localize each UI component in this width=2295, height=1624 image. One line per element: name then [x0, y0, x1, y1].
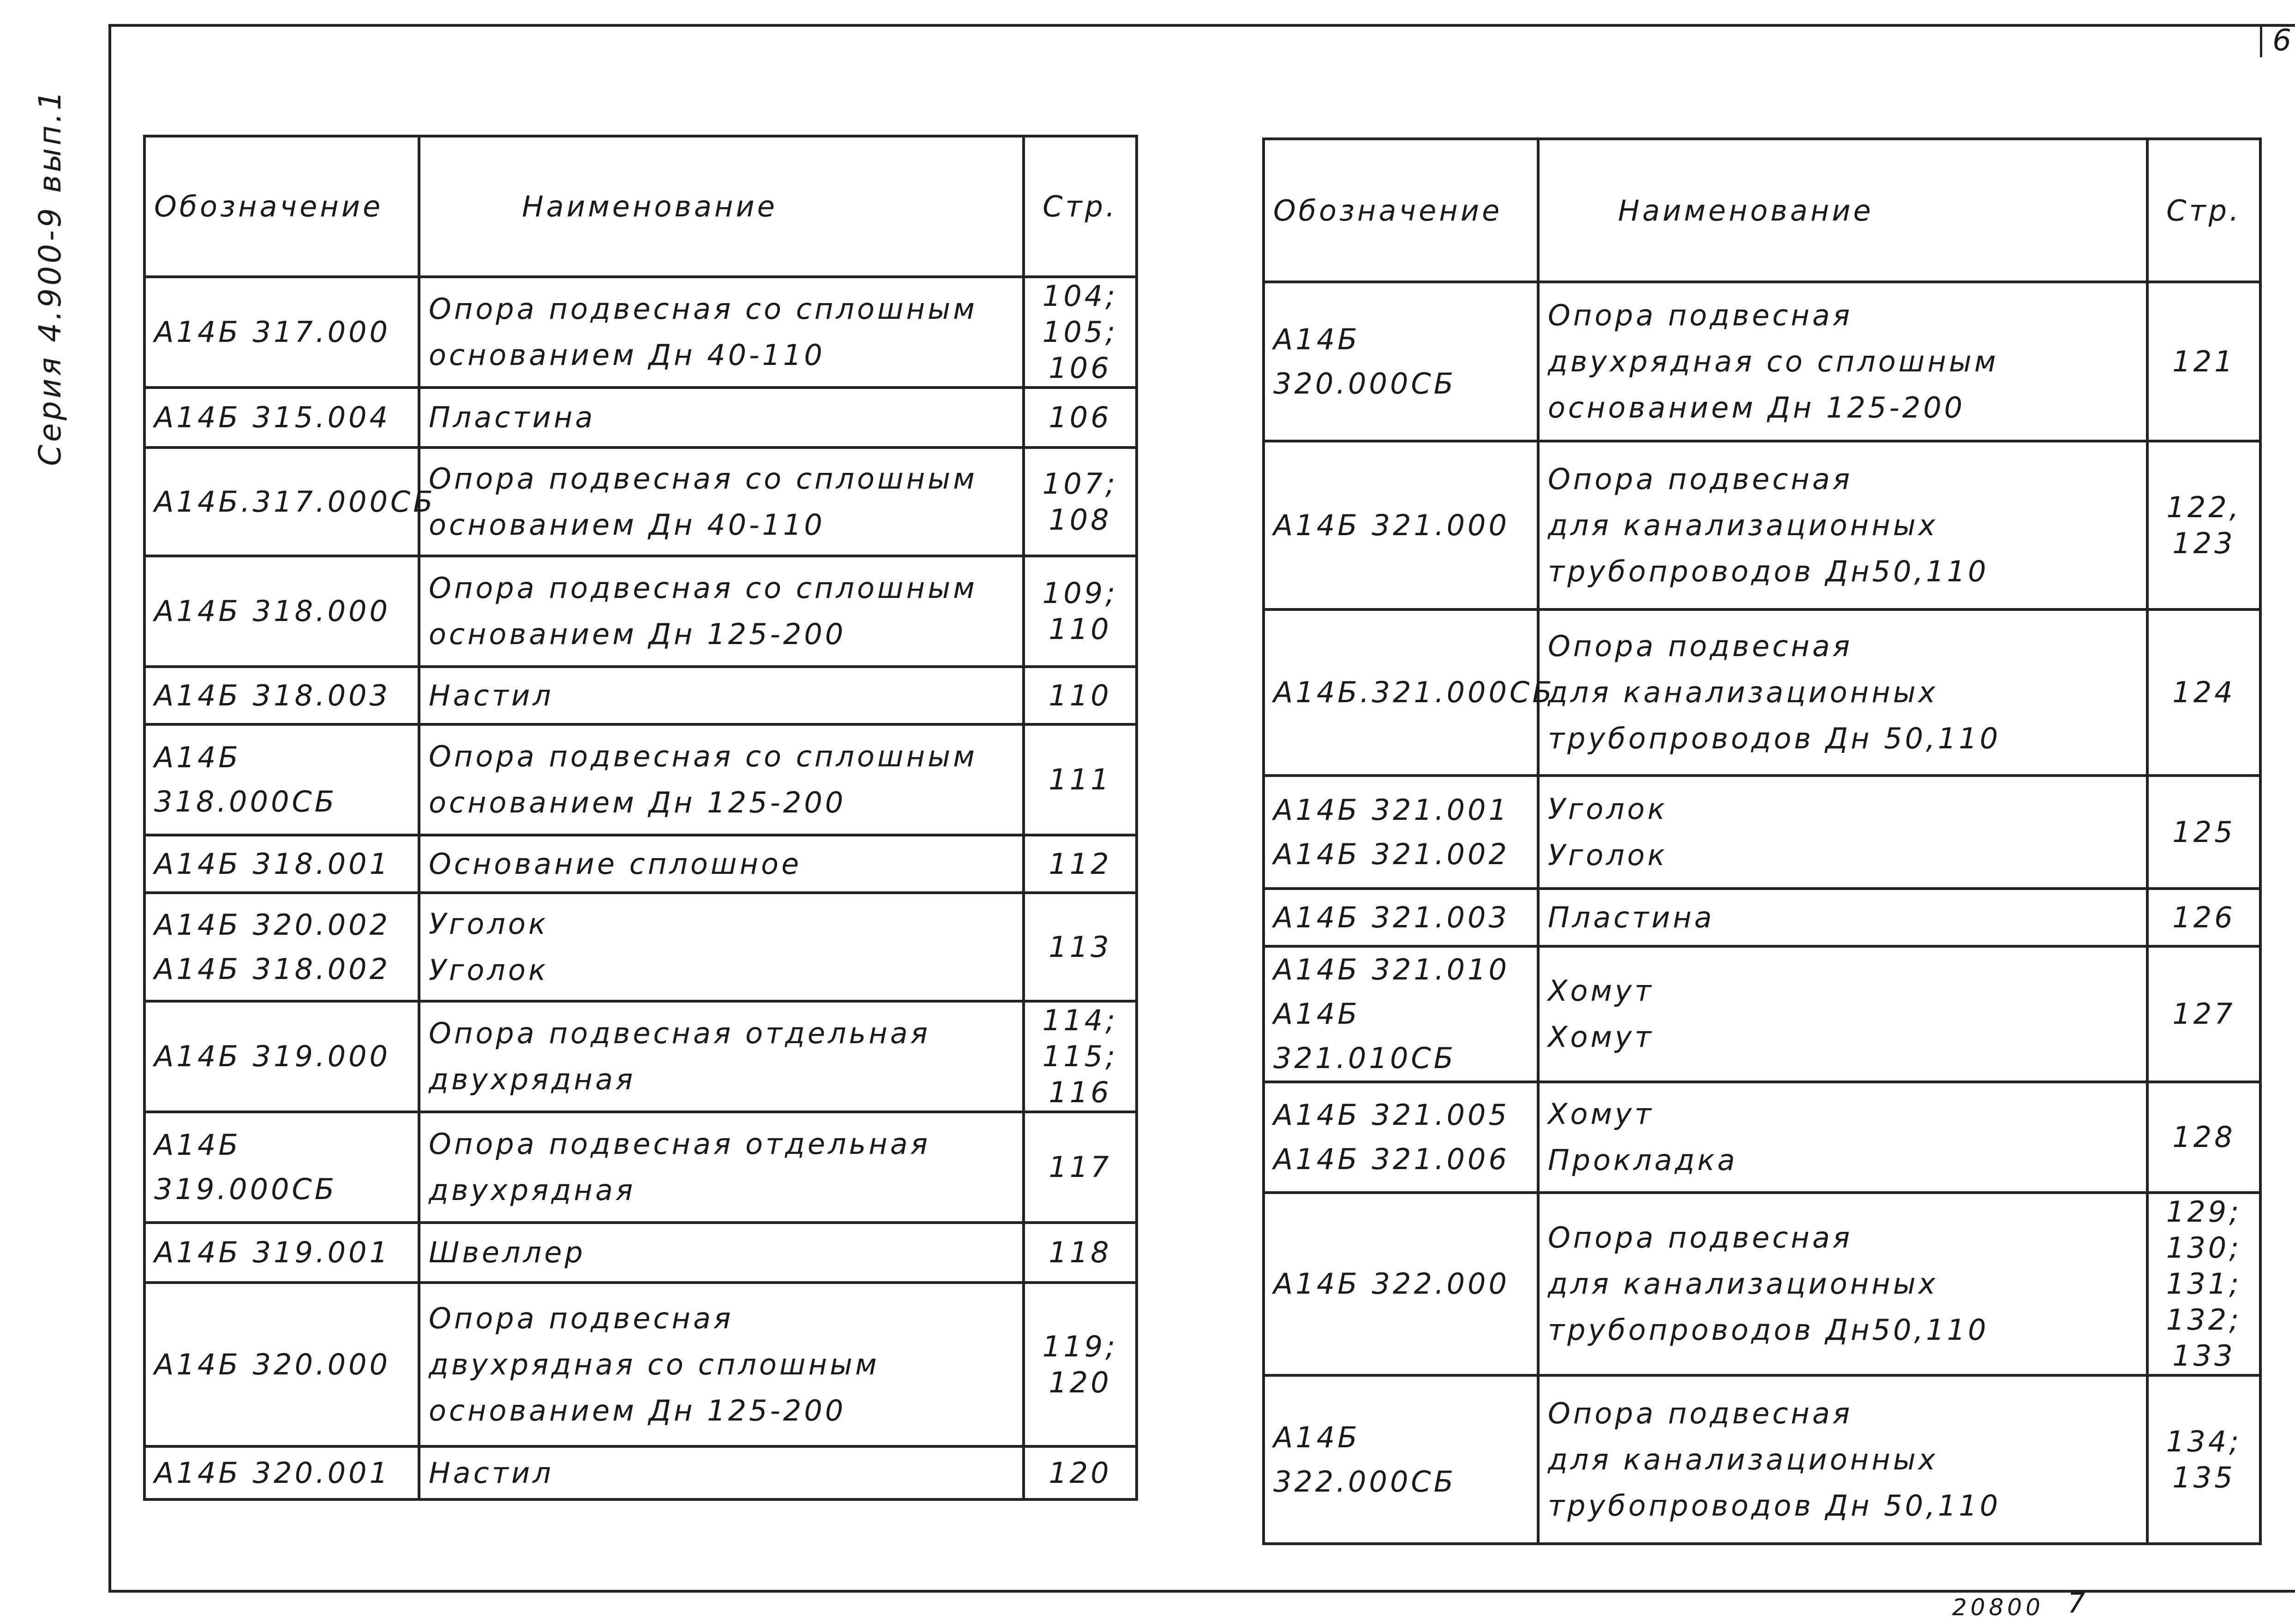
name-line: Опора подвесная со сплошным — [429, 461, 977, 496]
designation-text: А14Б 321.005 — [1273, 1098, 1510, 1132]
row-page — [1024, 1223, 1137, 1283]
page-number: 113 — [1049, 930, 1112, 964]
row-designation — [1264, 282, 1538, 441]
table-row — [1264, 282, 2260, 441]
row-name — [419, 277, 1024, 388]
designation-text: А14Б 320.001 — [154, 1456, 390, 1490]
row-page — [2147, 1193, 2260, 1375]
table-row — [1264, 609, 2260, 776]
designation-text: А14Б 321.003 — [1273, 900, 1510, 934]
designation-text: А14Б 318.002 — [154, 952, 390, 986]
page-number: 124 — [2172, 675, 2235, 709]
name-line: основанием Дн 40-110 — [429, 508, 825, 542]
table-row — [1264, 776, 2260, 889]
name-line: Настил — [429, 678, 554, 712]
designation-text: А14Б.317.000СБ — [154, 484, 436, 519]
designation-text: А14Б 317.000 — [154, 315, 390, 349]
table-row — [144, 1001, 1137, 1112]
row-page — [1024, 667, 1137, 724]
designation-text: А14Б.321.000СБ — [1273, 675, 1555, 709]
table-row — [144, 388, 1137, 448]
table-row — [1264, 889, 2260, 946]
name-line: Хомут — [1548, 974, 1654, 1008]
page-number: 135 — [2172, 1460, 2235, 1494]
row-name — [1538, 441, 2147, 609]
page-number: 129; — [2166, 1195, 2242, 1229]
designation-text: А14Б 322.000СБ — [1273, 1420, 1456, 1499]
name-line: двухрядная со сплошным — [429, 1347, 880, 1381]
name-line: Прокладка — [1548, 1143, 1738, 1177]
designation-text: А14Б 318.003 — [154, 678, 390, 712]
table-row — [144, 1283, 1137, 1446]
table-row — [1264, 1375, 2260, 1544]
name-line: Уголок — [1548, 792, 1668, 826]
designation-text: А14Б 318.000СБ — [154, 740, 337, 818]
row-designation — [1264, 441, 1538, 609]
page-number: 123 — [2172, 526, 2235, 560]
row-name — [1538, 1375, 2147, 1544]
row-page — [1024, 1001, 1137, 1112]
page-number: 111 — [1049, 763, 1112, 796]
designation-text: А14Б 321.001 — [1273, 793, 1510, 827]
name-line: двухрядная — [429, 1173, 636, 1207]
designation-text: А14Б 321.000 — [1273, 508, 1510, 542]
row-page — [1024, 448, 1137, 556]
row-designation — [144, 1446, 419, 1499]
page-number: 110 — [1049, 678, 1112, 712]
name-line: Опора подвесная отдельная — [429, 1127, 931, 1161]
row-designation — [144, 388, 419, 448]
row-name — [419, 667, 1024, 724]
name-line: двухрядная — [429, 1063, 636, 1096]
row-designation — [1264, 1082, 1538, 1193]
name-line: основанием Дн 125-200 — [1548, 390, 1965, 424]
row-designation — [1264, 946, 1538, 1082]
page-number: 120 — [1049, 1456, 1112, 1490]
row-name — [1538, 609, 2147, 776]
page-number: 130; — [2166, 1231, 2242, 1265]
designation-text: А14Б 321.010 — [1273, 953, 1510, 986]
name-line: Швеллер — [429, 1236, 586, 1269]
row-page — [1024, 893, 1137, 1001]
name-line: Пластина — [1548, 900, 1715, 934]
row-page — [2147, 609, 2260, 776]
row-designation — [1264, 1375, 1538, 1544]
name-line: Хомут — [1548, 1020, 1654, 1054]
table-row — [144, 448, 1137, 556]
name-line: для канализационных — [1548, 508, 1938, 542]
row-page — [1024, 1446, 1137, 1499]
row-name — [419, 1223, 1024, 1283]
row-name — [1538, 889, 2147, 946]
page-number: 110 — [1049, 612, 1112, 646]
name-line: Опора подвесная отдельная — [429, 1016, 931, 1050]
row-name — [419, 448, 1024, 556]
designation-text: А14Б 322.000 — [1273, 1267, 1510, 1301]
name-line: Уголок — [429, 953, 549, 987]
row-page — [1024, 724, 1137, 835]
row-page — [2147, 1375, 2260, 1544]
name-line: двухрядная со сплошным — [1548, 344, 1999, 378]
row-page — [2147, 282, 2260, 441]
row-designation — [144, 835, 419, 893]
row-page — [1024, 277, 1137, 388]
row-page — [2147, 776, 2260, 889]
designation-text: А14Б 319.000СБ — [154, 1128, 337, 1206]
row-page — [1024, 388, 1137, 448]
table-row — [144, 1112, 1137, 1223]
page-number: 132; — [2166, 1303, 2242, 1337]
name-line: трубопроводов Дн 50,110 — [1548, 722, 2001, 755]
page-number: 133 — [2172, 1339, 2235, 1373]
name-line: Опора подвесная — [1548, 1221, 1853, 1254]
table-row — [1264, 441, 2260, 609]
page-number: 119; — [1042, 1329, 1118, 1363]
page-number: 128 — [2172, 1120, 2235, 1154]
header-code: Обозначение — [144, 136, 419, 277]
table-row — [144, 724, 1137, 835]
page-number: 106 — [1049, 400, 1112, 434]
name-line: трубопроводов Дн50,110 — [1548, 554, 1989, 588]
row-name — [419, 1446, 1024, 1499]
row-name — [1538, 946, 2147, 1082]
row-page — [1024, 1283, 1137, 1446]
designation-text: А14Б 321.002 — [1273, 837, 1510, 871]
header-page: Стр. — [1024, 136, 1137, 277]
page-number: 134; — [2166, 1424, 2242, 1458]
row-designation — [144, 1001, 419, 1112]
page-number: 115; — [1042, 1039, 1118, 1073]
row-designation — [1264, 889, 1538, 946]
designation-text: А14Б 321.006 — [1273, 1142, 1510, 1176]
page-number: 127 — [2172, 997, 2235, 1031]
name-line: Опора подвесная — [1548, 298, 1853, 332]
page-number: 122, — [2166, 490, 2241, 524]
row-page — [1024, 1112, 1137, 1223]
row-designation — [144, 1223, 419, 1283]
row-designation — [144, 1112, 419, 1223]
page-number: 104; — [1042, 279, 1118, 313]
row-page — [1024, 556, 1137, 667]
name-line: Опора подвесная — [1548, 462, 1853, 496]
name-line: основанием Дн 125-200 — [429, 786, 846, 819]
row-name — [1538, 1193, 2147, 1375]
designation-text: А14Б 320.000 — [154, 1347, 390, 1381]
row-designation — [144, 448, 436, 556]
name-line: Опора подвесная со сплошным — [429, 292, 977, 326]
page-number: 125 — [2172, 815, 2235, 849]
row-designation — [144, 724, 419, 835]
page-number: 108 — [1049, 502, 1112, 537]
page-number: 131; — [2166, 1267, 2242, 1301]
page-number: 121 — [2172, 344, 2235, 378]
designation-text: А14Б 318.000 — [154, 594, 390, 628]
row-designation — [1264, 1193, 1538, 1375]
right-spec-table — [1262, 137, 2262, 1545]
row-name — [419, 724, 1024, 835]
name-line: основанием Дн 125-200 — [429, 617, 846, 651]
designation-text: А14Б 321.010СБ — [1273, 997, 1456, 1075]
designation-text: А14Б 319.000 — [154, 1039, 390, 1073]
series-label: Серия 4.900-9 вып.1 — [32, 88, 68, 466]
row-designation — [1264, 776, 1538, 889]
page-number: 118 — [1049, 1236, 1112, 1269]
table-row — [144, 1446, 1137, 1499]
table-row — [144, 893, 1137, 1001]
name-line: Опора подвесная — [1548, 629, 1853, 663]
name-line: для канализационных — [1548, 675, 1938, 709]
row-designation — [144, 893, 419, 1001]
bottom-number: 7 — [2067, 1587, 2085, 1619]
header-name: Наименование — [1538, 139, 2147, 282]
name-line: для канализационных — [1548, 1442, 1938, 1476]
row-name — [1538, 776, 2147, 889]
row-page — [1024, 835, 1137, 893]
row-page — [2147, 1082, 2260, 1193]
page-number: 112 — [1049, 847, 1112, 881]
table-row — [144, 277, 1137, 388]
table-row — [1264, 946, 2260, 1082]
designation-text: А14Б 318.001 — [154, 847, 390, 881]
bottom-code: 20800 — [1952, 1594, 2044, 1621]
table-row — [144, 1223, 1137, 1283]
table-row — [144, 556, 1137, 667]
name-line: Уголок — [429, 907, 549, 941]
page-number: 114; — [1042, 1003, 1118, 1037]
table-row — [1264, 1193, 2260, 1375]
page-number: 116 — [1049, 1075, 1112, 1109]
designation-text: А14Б 320.000СБ — [1273, 322, 1456, 400]
header-code: Обозначение — [1264, 139, 1538, 282]
designation-text: А14Б 319.001 — [154, 1236, 390, 1269]
name-line: для канализационных — [1548, 1267, 1938, 1301]
row-designation — [1264, 609, 1555, 776]
header-name: Наименование — [419, 136, 1024, 277]
row-designation — [144, 1283, 419, 1446]
name-line: Уголок — [1548, 838, 1668, 872]
row-name — [1538, 1082, 2147, 1193]
name-line: Опора подвесная — [429, 1301, 734, 1335]
page-number: 126 — [2172, 900, 2235, 934]
name-line: основанием Дн 40-110 — [429, 338, 825, 372]
table-row — [144, 667, 1137, 724]
row-name — [419, 556, 1024, 667]
row-name — [419, 1112, 1024, 1223]
left-spec-table — [143, 135, 1138, 1501]
designation-text: А14Б 320.002 — [154, 908, 390, 942]
name-line: Опора подвесная — [1548, 1396, 1853, 1430]
row-name — [419, 835, 1024, 893]
name-line: Настил — [429, 1456, 554, 1490]
page-number: 105; — [1042, 315, 1118, 349]
row-page — [2147, 441, 2260, 609]
name-line: Опора подвесная со сплошным — [429, 571, 977, 605]
table-row — [1264, 1082, 2260, 1193]
row-name — [419, 388, 1024, 448]
right-table-body — [1264, 282, 2260, 1544]
row-designation — [144, 667, 419, 724]
table-row — [144, 835, 1137, 893]
page-number: 117 — [1049, 1150, 1112, 1184]
name-line: Опора подвесная со сплошным — [429, 740, 977, 773]
row-name — [419, 1001, 1024, 1112]
page-number: 120 — [1049, 1365, 1112, 1399]
name-line: трубопроводов Дн 50,110 — [1548, 1488, 2001, 1522]
name-line: Хомут — [1548, 1097, 1654, 1131]
row-name — [419, 1283, 1024, 1446]
row-name — [419, 893, 1024, 1001]
row-designation — [144, 556, 419, 667]
designation-text: А14Б 315.004 — [154, 400, 390, 434]
row-page — [2147, 946, 2260, 1082]
header-page: Стр. — [2147, 139, 2260, 282]
name-line: трубопроводов Дн50,110 — [1548, 1313, 1989, 1347]
page-number: 106 — [1049, 351, 1112, 385]
name-line: основанием Дн 125-200 — [429, 1393, 846, 1427]
page-number: 109; — [1042, 576, 1118, 610]
sheet-corner-number: 6 — [2260, 24, 2291, 57]
row-designation — [144, 277, 419, 388]
page-number: 107; — [1042, 466, 1118, 501]
row-page — [2147, 889, 2260, 946]
row-name — [1538, 282, 2147, 441]
left-table-body — [144, 277, 1137, 1499]
name-line: Основание сплошное — [429, 847, 802, 881]
name-line: Пластина — [429, 400, 596, 434]
